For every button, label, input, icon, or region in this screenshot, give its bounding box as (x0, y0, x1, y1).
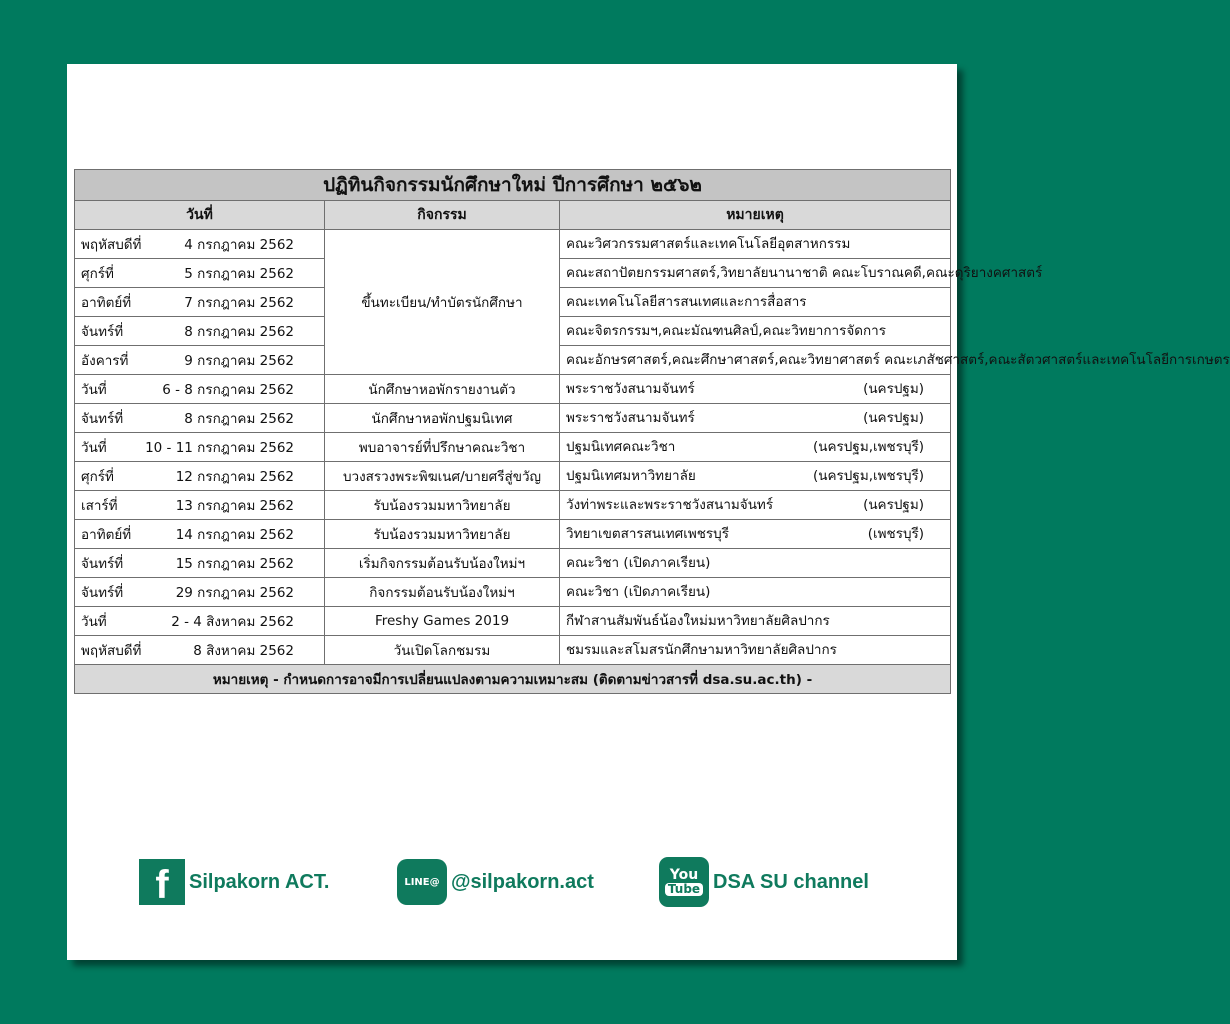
schedule-table (74, 169, 1230, 694)
youtube-link[interactable] (659, 857, 869, 907)
line-icon: LINE@ (397, 859, 447, 905)
row-note: พระราชวังสนามจันทร์ (566, 410, 695, 426)
row-day: อาทิตย์ที่ (81, 295, 132, 311)
table-row (75, 491, 951, 520)
line-label: @silpakorn.act (451, 870, 594, 893)
row-date: 8 สิงหาคม 2562 (193, 643, 294, 659)
footer-note: หมายเหตุ - กำหนดการอาจมีการเปลี่ยนแปลงตามความเหมาะสม (ติดตามข่าวสารที่ dsa.su.ac.th) - (75, 665, 951, 694)
row-note: ปฐมนิเทศมหาวิทยาลัย (566, 468, 696, 484)
row-activity: เริ่มกิจกรรมต้อนรับน้องใหม่ฯ (325, 549, 560, 578)
table-row (75, 462, 951, 491)
row-note: ปฐมนิเทศคณะวิชา (566, 439, 676, 455)
row-date: 4 กรกฎาคม 2562 (184, 237, 294, 253)
row-location: (นครปฐม) (863, 381, 925, 397)
table-row (75, 578, 951, 607)
row-note: คณะเทคโนโลยีสารสนเทศและการสื่อสาร (560, 288, 951, 317)
youtube-icon-bottom: Tube (665, 883, 703, 896)
header-note: หมายเหตุ (560, 201, 951, 230)
row-date: 5 กรกฎาคม 2562 (184, 266, 294, 282)
youtube-icon-top: You (669, 866, 699, 883)
table-row (75, 636, 951, 665)
row-day: วันที่ (81, 382, 107, 398)
row-note: วิทยาเขตสารสนเทศเพชรบุรี (566, 526, 729, 542)
row-note: คณะวิชา (เปิดภาคเรียน) (560, 549, 951, 578)
row-date: 29 กรกฎาคม 2562 (175, 585, 294, 601)
facebook-icon: f (139, 859, 185, 905)
row-activity: นักศึกษาหอพักปฐมนิเทศ (325, 404, 560, 433)
row-activity: Freshy Games 2019 (325, 607, 560, 636)
row-date: 15 กรกฎาคม 2562 (175, 556, 294, 572)
row-date: 12 กรกฎาคม 2562 (175, 469, 294, 485)
row-note: วังท่าพระและพระราชวังสนามจันทร์ (566, 497, 774, 513)
schedule-card (67, 64, 1230, 960)
row-note: คณะอักษรศาสตร์,คณะศึกษาศาสตร์,คณะวิทยาศาสตร์ คณะเภสัชศาสตร์,คณะสัตวศาสตร์และเทคโนโลยีการเกษตร (560, 346, 951, 375)
row-activity: วันเปิดโลกชมรม (325, 636, 560, 665)
row-day: จันทร์ที่ (81, 324, 124, 340)
row-note: คณะวิศวกรรมศาสตร์และเทคโนโลยีอุตสาหกรรม (560, 230, 951, 259)
schedule-title: ปฏิทินกิจกรรมนักศึกษาใหม่ ปีการศึกษา ๒๕๖๒ (75, 170, 951, 201)
row-date: 6 - 8 กรกฎาคม 2562 (162, 382, 294, 398)
row-date: 9 กรกฎาคม 2562 (184, 353, 294, 369)
row-date: 14 กรกฎาคม 2562 (175, 527, 294, 543)
row-note: พระราชวังสนามจันทร์ (566, 381, 695, 397)
facebook-link[interactable] (139, 859, 329, 905)
row-day: จันทร์ที่ (81, 585, 124, 601)
row-day: วันที่ (81, 440, 107, 456)
row-location: (เพชรบุรี) (867, 526, 925, 542)
row-activity: บวงสรวงพระพิฆเนศ/บายศรีสู่ขวัญ (325, 462, 560, 491)
row-day: อาทิตย์ที่ (81, 527, 132, 543)
row-date: 10 - 11 กรกฎาคม 2562 (145, 440, 294, 456)
row-date: 8 กรกฎาคม 2562 (184, 324, 294, 340)
row-activity: นักศึกษาหอพักรายงานตัว (325, 375, 560, 404)
row-day: เสาร์ที่ (81, 498, 118, 514)
table-row (75, 230, 951, 259)
table-row (75, 404, 951, 433)
row-activity: กิจกรรมต้อนรับน้องใหม่ฯ (325, 578, 560, 607)
row-note: ชมรมและสโมสรนักศึกษามหาวิทยาลัยศิลปากร (560, 636, 951, 665)
row-note: คณะวิชา (เปิดภาคเรียน) (560, 578, 951, 607)
row-location: (นครปฐม,เพชรบุรี) (813, 439, 925, 455)
row-day: จันทร์ที่ (81, 556, 124, 572)
row-note: คณะจิตรกรรมฯ,คณะมัณฑนศิลป์,คณะวิทยาการจัดการ (560, 317, 951, 346)
row-day: ศุกร์ที่ (81, 266, 114, 282)
row-day: จันทร์ที่ (81, 411, 124, 427)
facebook-label: Silpakorn ACT. (189, 870, 330, 893)
youtube-label: DSA SU channel (713, 870, 869, 893)
table-row (75, 433, 951, 462)
row-location: (นครปฐม) (863, 497, 925, 513)
table-row (75, 607, 951, 636)
row-activity: พบอาจารย์ที่ปรึกษาคณะวิชา (325, 433, 560, 462)
row-activity: รับน้องรวมมหาวิทยาลัย (325, 520, 560, 549)
row-day: พฤหัสบดีที่ (81, 643, 142, 659)
youtube-icon (659, 857, 709, 907)
row-date: 13 กรกฎาคม 2562 (175, 498, 294, 514)
header-activity: กิจกรรม (325, 201, 560, 230)
row-activity: รับน้องรวมมหาวิทยาลัย (325, 491, 560, 520)
table-row (75, 375, 951, 404)
row-day: อังคารที่ (81, 353, 129, 369)
table-row (75, 520, 951, 549)
row-date: 8 กรกฎาคม 2562 (184, 411, 294, 427)
row-location: (นครปฐม) (863, 410, 925, 426)
row-note: คณะสถาปัตยกรรมศาสตร์,วิทยาลัยนานาชาติ คณะโบราณคดี,คณะดุริยางคศาสตร์ (560, 259, 951, 288)
row-day: ศุกร์ที่ (81, 469, 114, 485)
row-location: (นครปฐม,เพชรบุรี) (813, 468, 925, 484)
row-day: วันที่ (81, 614, 107, 630)
table-row (75, 549, 951, 578)
row-date: 2 - 4 สิงหาคม 2562 (171, 614, 294, 630)
row-date: 7 กรกฎาคม 2562 (184, 295, 294, 311)
row-day: พฤหัสบดีที่ (81, 237, 142, 253)
line-link[interactable] (397, 859, 594, 905)
header-date: วันที่ (75, 201, 325, 230)
row-note: กีฬาสานสัมพันธ์น้องใหม่มหาวิทยาลัยศิลปากร (560, 607, 951, 636)
registration-activity: ขึ้นทะเบียน/ทำบัตรนักศึกษา (325, 230, 560, 375)
